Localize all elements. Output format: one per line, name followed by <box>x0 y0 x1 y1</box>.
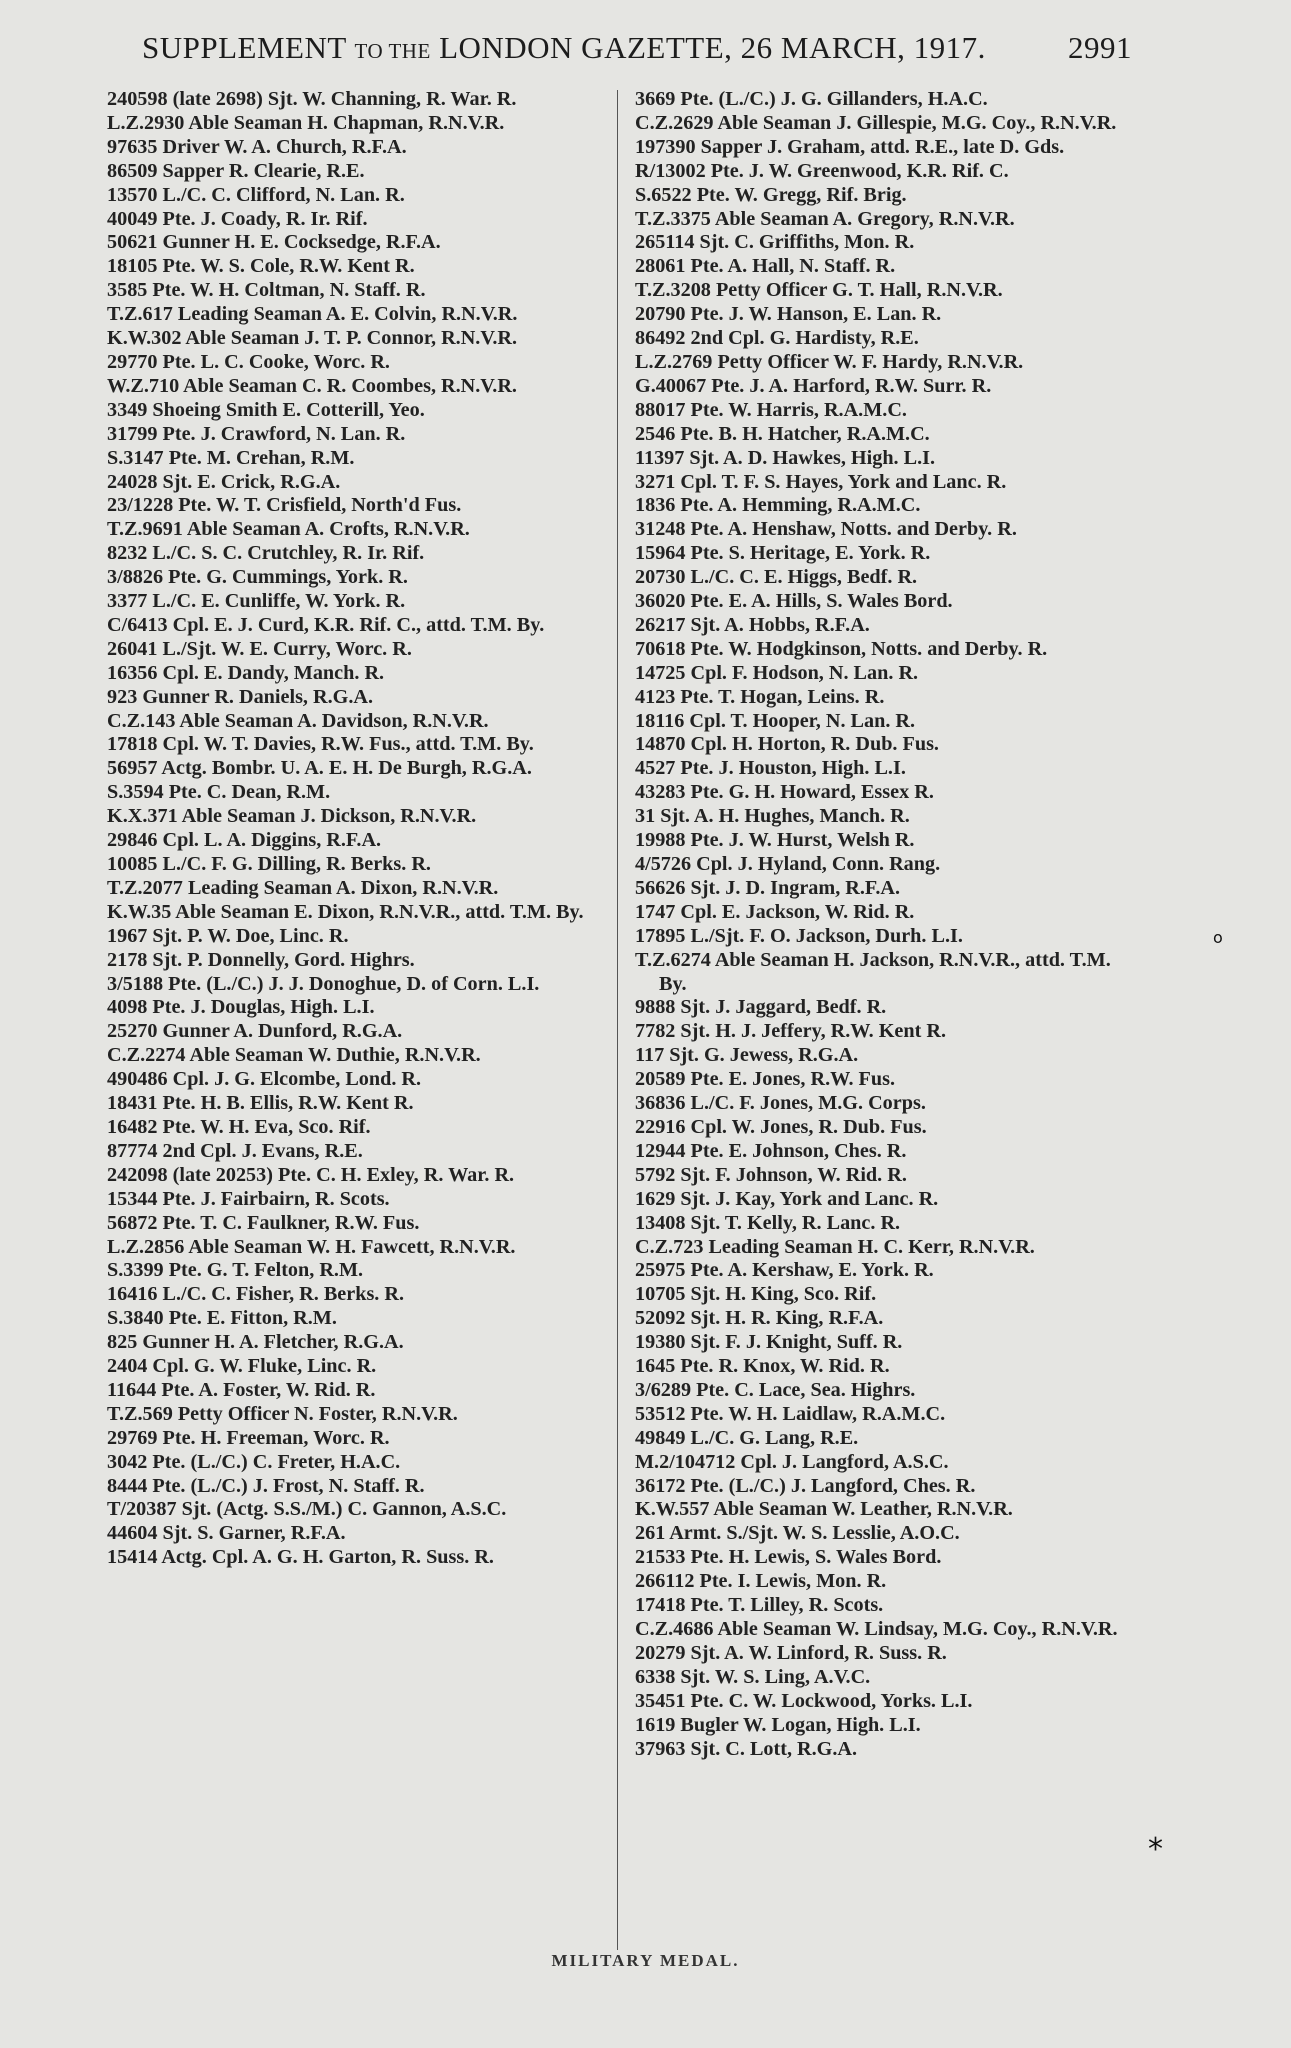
list-item: 31248 Pte. A. Henshaw, Notts. and Derby. R. <box>635 518 1017 541</box>
list-item: 3/6289 Pte. C. Lace, Sea. Highrs. <box>635 1378 916 1401</box>
list-item: 86509 Sapper R. Clearie, R.E. <box>107 159 365 182</box>
asterisk-mark: * <box>1148 1832 1163 1867</box>
list-item: 8232 L./C. S. C. Crutchley, R. Ir. Rif. <box>107 542 425 565</box>
list-item: S.3147 Pte. M. Crehan, R.M. <box>107 446 355 469</box>
list-item: 56957 Actg. Bombr. U. A. E. H. De Burgh, R.G.A. <box>107 757 532 780</box>
list-item: 10705 Sjt. H. King, Sco. Rif. <box>635 1283 877 1306</box>
list-item: 40049 Pte. J. Coady, R. Ir. Rif. <box>107 207 368 230</box>
list-item: 4123 Pte. T. Hogan, Leins. R. <box>635 685 885 708</box>
list-item: T.Z.617 Leading Seaman A. E. Colvin, R.N.V.R. <box>107 303 518 326</box>
list-item: R/13002 Pte. J. W. Greenwood, K.R. Rif. C. <box>635 159 1009 182</box>
list-item: 44604 Sjt. S. Garner, R.F.A. <box>107 1522 346 1545</box>
header-title-supplement: SUPPLEMENT <box>142 30 347 65</box>
list-item: 21533 Pte. H. Lewis, S. Wales Bord. <box>635 1546 942 1569</box>
list-item: 35451 Pte. C. W. Lockwood, Yorks. L.I. <box>635 1689 973 1712</box>
header-title-gazette: LONDON GAZETTE, 26 MARCH, 1917. <box>439 30 986 65</box>
margin-mark: o <box>1213 928 1223 947</box>
list-item: 36020 Pte. E. A. Hills, S. Wales Bord. <box>635 590 953 613</box>
list-item: K.W.35 Able Seaman E. Dixon, R.N.V.R., attd. T.M. By. <box>107 900 584 923</box>
list-item: 20730 L./C. C. E. Higgs, Bedf. R. <box>635 566 918 589</box>
list-item: T.Z.569 Petty Officer N. Foster, R.N.V.R. <box>107 1402 458 1425</box>
list-item: C.Z.2274 Able Seaman W. Duthie, R.N.V.R. <box>107 1044 481 1067</box>
list-item: 1967 Sjt. P. W. Doe, Linc. R. <box>107 924 349 947</box>
list-item: 37963 Sjt. C. Lott, R.G.A. <box>635 1737 858 1760</box>
list-item: 23/1228 Pte. W. T. Crisfield, North'd Fus. <box>107 494 462 517</box>
list-item: 87774 2nd Cpl. J. Evans, R.E. <box>107 1139 363 1162</box>
list-item: 20790 Pte. J. W. Hanson, E. Lan. R. <box>635 303 942 326</box>
list-item: 3349 Shoeing Smith E. Cotterill, Yeo. <box>107 398 425 421</box>
list-item: 197390 Sapper J. Graham, attd. R.E., late D. Gds. <box>635 135 1065 158</box>
right-column <box>635 88 1130 1761</box>
list-item: 25270 Gunner A. Dunford, R.G.A. <box>107 1020 403 1043</box>
list-item: 4/5726 Cpl. J. Hyland, Conn. Rang. <box>635 853 941 875</box>
list-item: 240598 (late 2698) Sjt. W. Channing, R. War. R. <box>107 88 517 110</box>
list-item: 56626 Sjt. J. D. Ingram, R.F.A. <box>635 876 901 899</box>
list-item: L.Z.2930 Able Seaman H. Chapman, R.N.V.R. <box>107 111 505 134</box>
list-item: 825 Gunner H. A. Fletcher, R.G.A. <box>107 1331 404 1354</box>
list-item: 31799 Pte. J. Crawford, N. Lan. R. <box>107 422 406 445</box>
list-item: S.3840 Pte. E. Fitton, R.M. <box>107 1307 337 1330</box>
list-item: 2546 Pte. B. H. Hatcher, R.A.M.C. <box>635 422 930 445</box>
list-item: 3377 L./C. E. Cunliffe, W. York. R. <box>107 590 406 613</box>
list-item: T.Z.6274 Able Seaman H. Jackson, R.N.V.R., attd. T.M. By. <box>635 948 1111 995</box>
list-item: 14725 Cpl. F. Hodson, N. Lan. R. <box>635 661 919 684</box>
list-item: 19988 Pte. J. W. Hurst, Welsh R. <box>635 829 915 852</box>
list-item: T.Z.3375 Able Seaman A. Gregory, R.N.V.R. <box>635 207 1015 230</box>
list-item: L.Z.2856 Able Seaman W. H. Fawcett, R.N.V.R. <box>107 1235 516 1258</box>
list-item: 16356 Cpl. E. Dandy, Manch. R. <box>107 661 385 684</box>
list-item: 14870 Cpl. H. Horton, R. Dub. Fus. <box>635 733 939 756</box>
list-item: 266112 Pte. I. Lewis, Mon. R. <box>635 1570 887 1593</box>
list-item: 22916 Cpl. W. Jones, R. Dub. Fus. <box>635 1115 927 1138</box>
list-item: 29770 Pte. L. C. Cooke, Worc. R. <box>107 350 390 373</box>
list-item: 17818 Cpl. W. T. Davies, R.W. Fus., attd. T.M. By. <box>107 733 534 756</box>
list-item: 490486 Cpl. J. G. Elcombe, Lond. R. <box>107 1068 422 1091</box>
list-item: C/6413 Cpl. E. J. Curd, K.R. Rif. C., attd. T.M. By. <box>107 613 545 636</box>
list-item: 3/8826 Pte. G. Cummings, York. R. <box>107 566 408 589</box>
list-item: 13570 L./C. C. Clifford, N. Lan. R. <box>107 183 405 206</box>
list-item: 36172 Pte. (L./C.) J. Langford, Ches. R. <box>635 1474 976 1497</box>
list-item: 3042 Pte. (L./C.) C. Freter, H.A.C. <box>107 1450 401 1473</box>
header-title-to-the: TO THE <box>354 39 431 63</box>
list-item: T.Z.2077 Leading Seaman A. Dixon, R.N.V.R. <box>107 876 499 899</box>
list-item: 97635 Driver W. A. Church, R.F.A. <box>107 135 407 158</box>
list-item: 9888 Sjt. J. Jaggard, Bedf. R. <box>635 996 887 1019</box>
list-item: 20279 Sjt. A. W. Linford, R. Suss. R. <box>635 1641 947 1664</box>
list-item: 20589 Pte. E. Jones, R.W. Fus. <box>635 1068 896 1091</box>
list-item: T.Z.9691 Able Seaman A. Crofts, R.N.V.R. <box>107 518 470 541</box>
list-item: T/20387 Sjt. (Actg. S.S./M.) C. Gannon, A.S.C. <box>107 1498 507 1521</box>
list-item: 2178 Sjt. P. Donnelly, Gord. Highrs. <box>107 948 415 971</box>
list-item: C.Z.143 Able Seaman A. Davidson, R.N.V.R. <box>107 709 489 732</box>
list-item: 1645 Pte. R. Knox, W. Rid. R. <box>635 1355 890 1378</box>
list-item: C.Z.2629 Able Seaman J. Gillespie, M.G. Coy., R.N.V.R. <box>635 111 1117 134</box>
list-item: 1619 Bugler W. Logan, High. L.I. <box>635 1713 921 1736</box>
list-item: 26217 Sjt. A. Hobbs, R.F.A. <box>635 613 870 636</box>
list-item: 18116 Cpl. T. Hooper, N. Lan. R. <box>635 709 916 732</box>
list-item: 17418 Pte. T. Lilley, R. Scots. <box>635 1594 884 1617</box>
list-item: 923 Gunner R. Daniels, R.G.A. <box>107 685 374 708</box>
list-item: 56872 Pte. T. C. Faulkner, R.W. Fus. <box>107 1211 420 1234</box>
list-item: 3271 Cpl. T. F. S. Hayes, York and Lanc. R. <box>635 470 1007 493</box>
list-item: L.Z.2769 Petty Officer W. F. Hardy, R.N.V.R. <box>635 350 1024 373</box>
list-item: 3669 Pte. (L./C.) J. G. Gillanders, H.A.C. <box>635 88 988 110</box>
list-item: 26041 L./Sjt. W. E. Curry, Worc. R. <box>107 637 412 660</box>
section-heading-military-medal: MILITARY MEDAL. <box>551 1951 740 1970</box>
list-item: 8444 Pte. (L./C.) J. Frost, N. Staff. R. <box>107 1474 425 1497</box>
list-item: 86492 2nd Cpl. G. Hardisty, R.E. <box>635 327 919 350</box>
list-item: 43283 Pte. G. H. Howard, Essex R. <box>635 781 934 804</box>
list-item: 7782 Sjt. H. J. Jeffery, R.W. Kent R. <box>635 1020 947 1043</box>
list-item: 17895 L./Sjt. F. O. Jackson, Durh. L.I. <box>635 924 963 947</box>
list-item: 15964 Pte. S. Heritage, E. York. R. <box>635 542 931 565</box>
list-item: G.40067 Pte. J. A. Harford, R.W. Surr. R. <box>635 374 992 397</box>
list-item: 70618 Pte. W. Hodgkinson, Notts. and Derby. R. <box>635 637 1048 660</box>
list-item: 16482 Pte. W. H. Eva, Sco. Rif. <box>107 1115 371 1138</box>
list-item: 5792 Sjt. F. Johnson, W. Rid. R. <box>635 1163 907 1186</box>
page-header <box>142 30 1132 66</box>
page-number: 2991 <box>1068 30 1132 65</box>
list-item: 19380 Sjt. F. J. Knight, Suff. R. <box>635 1331 903 1354</box>
column-divider <box>617 90 618 1950</box>
list-item: 265114 Sjt. C. Griffiths, Mon. R. <box>635 231 915 254</box>
list-item: 261 Armt. S./Sjt. W. S. Lesslie, A.O.C. <box>635 1522 960 1545</box>
list-item: 3585 Pte. W. H. Coltman, N. Staff. R. <box>107 279 426 302</box>
list-item: S.3594 Pte. C. Dean, R.M. <box>107 781 331 804</box>
list-item: 1836 Pte. A. Hemming, R.A.M.C. <box>635 494 921 517</box>
list-item: 53512 Pte. W. H. Laidlaw, R.A.M.C. <box>635 1402 946 1425</box>
list-item: K.W.557 Able Seaman W. Leather, R.N.V.R. <box>635 1498 1013 1521</box>
list-item: M.2/104712 Cpl. J. Langford, A.S.C. <box>635 1450 949 1473</box>
list-item: 12944 Pte. E. Johnson, Ches. R. <box>635 1139 907 1162</box>
list-item: 15344 Pte. J. Fairbairn, R. Scots. <box>107 1187 390 1210</box>
list-item: 28061 Pte. A. Hall, N. Staff. R. <box>635 255 896 278</box>
list-item: 6338 Sjt. W. S. Ling, A.V.C. <box>635 1665 871 1688</box>
list-item: K.W.302 Able Seaman J. T. P. Connor, R.N.V.R. <box>107 327 518 350</box>
list-item: 88017 Pte. W. Harris, R.A.M.C. <box>635 398 907 421</box>
list-item: K.X.371 Able Seaman J. Dickson, R.N.V.R. <box>107 805 477 828</box>
list-item: 49849 L./C. G. Lang, R.E. <box>635 1426 859 1449</box>
list-item: 11397 Sjt. A. D. Hawkes, High. L.I. <box>635 446 936 469</box>
list-item: 16416 L./C. C. Fisher, R. Berks. R. <box>107 1283 405 1306</box>
list-item: 3/5188 Pte. (L./C.) J. J. Donoghue, D. of Corn. L.I. <box>107 972 540 995</box>
list-item: 25975 Pte. A. Kershaw, E. York. R. <box>635 1259 934 1282</box>
list-item: 4527 Pte. J. Houston, High. L.I. <box>635 757 906 780</box>
list-item: 242098 (late 20253) Pte. C. H. Exley, R. War. R. <box>107 1163 515 1186</box>
list-item: 18105 Pte. W. S. Cole, R.W. Kent R. <box>107 255 415 278</box>
list-item: 10085 L./C. F. G. Dilling, R. Berks. R. <box>107 853 431 875</box>
list-item: C.Z.723 Leading Seaman H. C. Kerr, R.N.V.R. <box>635 1235 1035 1258</box>
list-item: 13408 Sjt. T. Kelly, R. Lanc. R. <box>635 1211 901 1234</box>
list-item: 2404 Cpl. G. W. Fluke, Linc. R. <box>107 1355 377 1378</box>
left-column <box>107 88 602 1570</box>
list-item: 52092 Sjt. H. R. King, R.F.A. <box>635 1307 884 1330</box>
list-item: 50621 Gunner H. E. Cocksedge, R.F.A. <box>107 231 441 254</box>
list-item: 15414 Actg. Cpl. A. G. H. Garton, R. Suss. R. <box>107 1546 494 1569</box>
list-item: 18431 Pte. H. B. Ellis, R.W. Kent R. <box>107 1092 414 1115</box>
list-item: 11644 Pte. A. Foster, W. Rid. R. <box>107 1378 376 1401</box>
list-item: 29769 Pte. H. Freeman, Worc. R. <box>107 1426 390 1449</box>
list-item: T.Z.3208 Petty Officer G. T. Hall, R.N.V.R. <box>635 279 1003 302</box>
list-item: 117 Sjt. G. Jewess, R.G.A. <box>635 1044 859 1067</box>
list-item: 1629 Sjt. J. Kay, York and Lanc. R. <box>635 1187 939 1210</box>
list-item: 29846 Cpl. L. A. Diggins, R.F.A. <box>107 829 382 852</box>
list-item: S.3399 Pte. G. T. Felton, R.M. <box>107 1259 364 1282</box>
list-item: 31 Sjt. A. H. Hughes, Manch. R. <box>635 805 910 828</box>
list-item: 24028 Sjt. E. Crick, R.G.A. <box>107 470 341 493</box>
list-item: C.Z.4686 Able Seaman W. Lindsay, M.G. Coy., R.N.V.R. <box>635 1618 1118 1640</box>
list-item: 4098 Pte. J. Douglas, High. L.I. <box>107 996 375 1019</box>
list-item: 1747 Cpl. E. Jackson, W. Rid. R. <box>635 900 915 923</box>
list-item: W.Z.710 Able Seaman C. R. Coombes, R.N.V.R. <box>107 374 517 397</box>
list-item: 36836 L./C. F. Jones, M.G. Corps. <box>635 1092 926 1115</box>
list-item: S.6522 Pte. W. Gregg, Rif. Brig. <box>635 183 907 206</box>
